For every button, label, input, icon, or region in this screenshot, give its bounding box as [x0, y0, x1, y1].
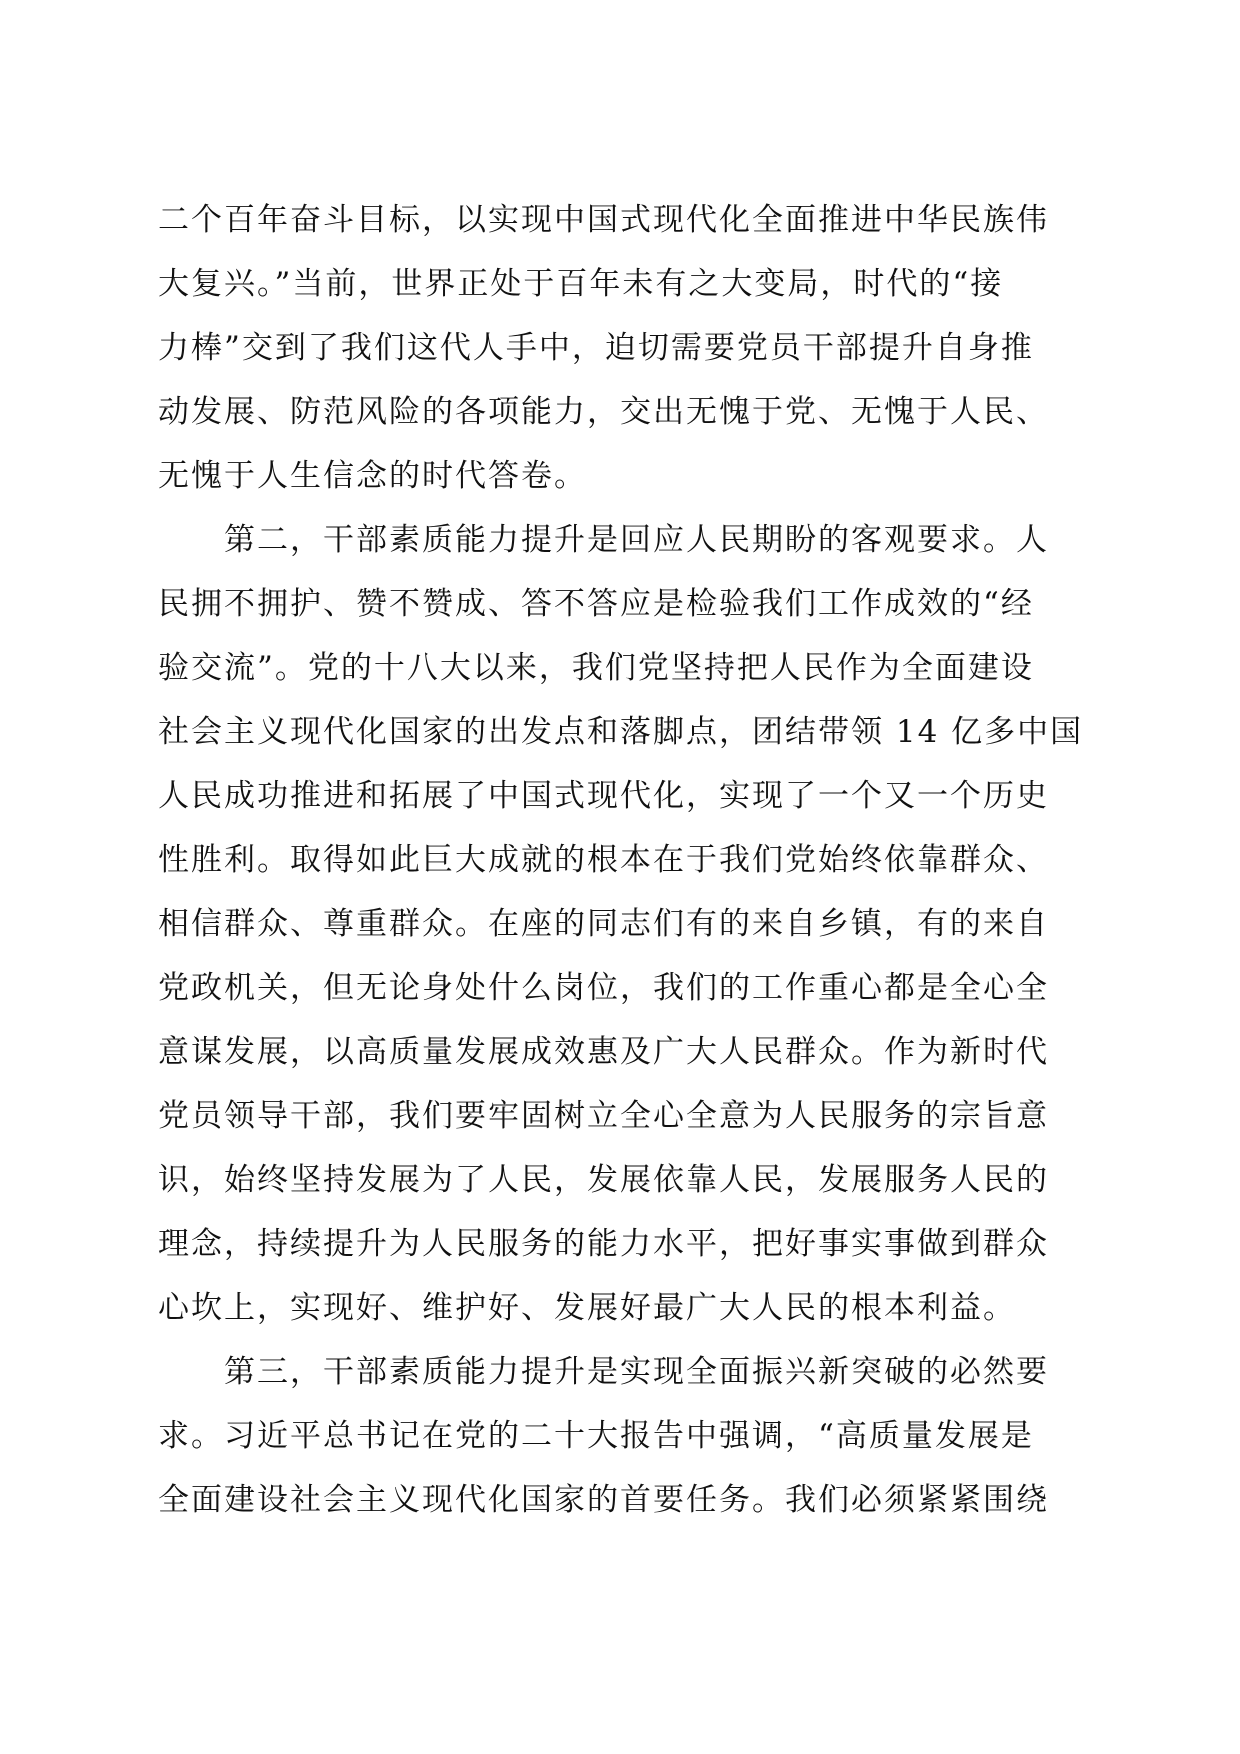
text-line: 第二，干部素质能力提升是回应人民期盼的客观要求。人: [224, 522, 1049, 558]
text-line: 理念，持续提升为人民服务的能力水平，把好事实事做到群众: [158, 1226, 1049, 1262]
text-line: 党政机关，但无论身处什么岗位，我们的工作重心都是全心全: [158, 970, 1049, 1006]
text-line: 力棒”交到了我们这代人手中，迫切需要党员干部提升自身推: [158, 330, 1034, 366]
text-line: 意谋发展，以高质量发展成效惠及广大人民群众。作为新时代: [158, 1034, 1049, 1070]
text-line: 识，始终坚持发展为了人民，发展依靠人民，发展服务人民的: [158, 1162, 1049, 1198]
text-line: 第三，干部素质能力提升是实现全面振兴新突破的必然要: [224, 1354, 1049, 1390]
text-line: 民拥不拥护、赞不赞成、答不答应是检验我们工作成效的“经: [158, 586, 1034, 622]
text-line: 相信群众、尊重群众。在座的同志们有的来自乡镇，有的来自: [158, 906, 1049, 942]
text-line: 大复兴。”当前，世界正处于百年未有之大变局，时代的“接: [158, 266, 1004, 302]
text-line: 性胜利。取得如此巨大成就的根本在于我们党始终依靠群众、: [158, 842, 1049, 878]
paragraph-1: [158, 188, 1078, 508]
text-line: 二个百年奋斗目标，以实现中国式现代化全面推进中华民族伟: [158, 202, 1049, 238]
text-line: 无愧于人生信念的时代答卷。: [158, 458, 587, 494]
body-text: [158, 188, 1084, 1532]
text-line: 社会主义现代化国家的出发点和落脚点，团结带领 14 亿多中国: [158, 714, 1084, 750]
text-line: 求。习近平总书记在党的二十大报告中强调，“高质量发展是: [158, 1418, 1034, 1454]
text-line: 党员领导干部，我们要牢固树立全心全意为人民服务的宗旨意: [158, 1098, 1049, 1134]
paragraph-2: [158, 508, 1084, 1340]
text-line: 人民成功推进和拓展了中国式现代化，实现了一个又一个历史: [158, 778, 1049, 814]
text-line: 动发展、防范风险的各项能力，交出无愧于党、无愧于人民、: [158, 394, 1049, 430]
text-line: 心坎上，实现好、维护好、发展好最广大人民的根本利益。: [158, 1290, 1016, 1326]
text-line: 全面建设社会主义现代化国家的首要任务。我们必须紧紧围绕: [158, 1482, 1049, 1518]
text-line: 验交流”。党的十八大以来，我们党坚持把人民作为全面建设: [158, 650, 1034, 686]
paragraph-3: [158, 1340, 1078, 1532]
